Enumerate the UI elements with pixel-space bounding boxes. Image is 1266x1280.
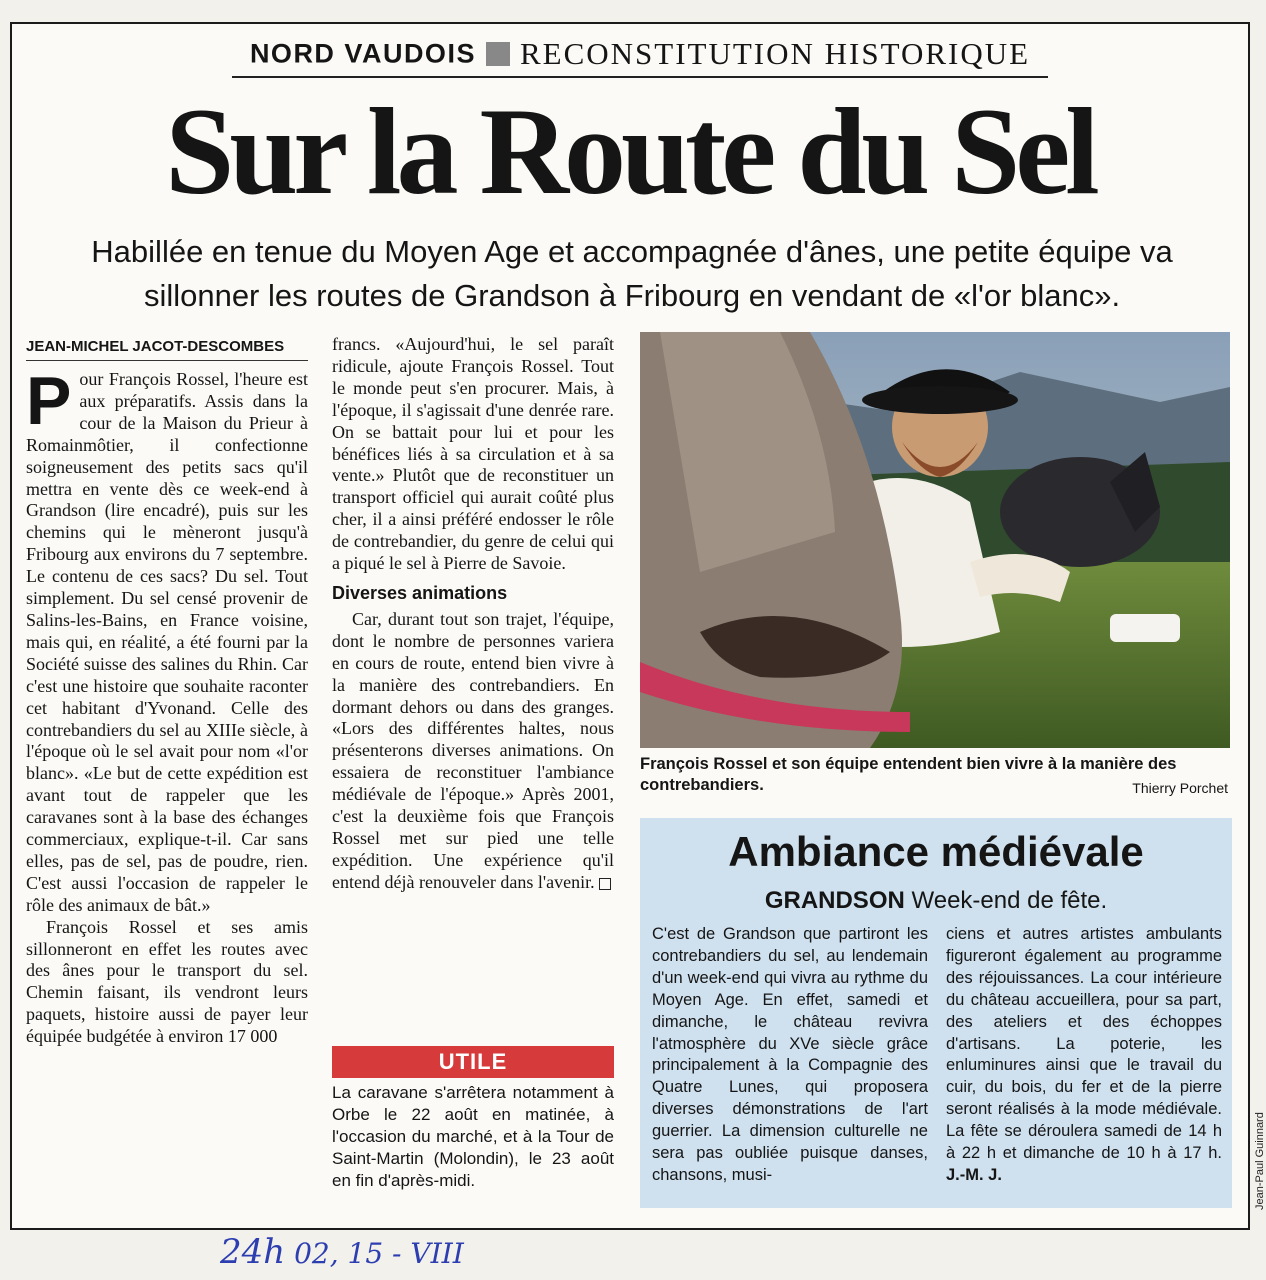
box-signature: J.-M. J. bbox=[946, 1165, 1002, 1184]
handwritten-note bbox=[220, 1232, 520, 1272]
kicker bbox=[232, 36, 1048, 78]
utile-text: La caravane s'arrêtera notamment à Orbe le 22 août en matinée, à l'occasion du marché, et à la Tour de Saint-Martin (Molondin), le 23 août en fin d'après-midi. bbox=[332, 1083, 614, 1190]
headline: Sur la Route du Sel bbox=[165, 83, 1095, 220]
photo-credit: Thierry Porchet bbox=[1132, 780, 1228, 796]
kicker-topic: RECONSTITUTION HISTORIQUE bbox=[519, 36, 1031, 71]
paragraph-1 bbox=[26, 363, 308, 917]
handwritten-publication: 24h bbox=[220, 1232, 286, 1272]
section-title: Diverses animations bbox=[332, 582, 508, 603]
kicker-separator bbox=[486, 42, 510, 66]
box-column-1: C'est de Grandson que partiront les contrebandiers du sel, au lendemain d'un week-end qui vivra au rythme du Moyen Age. En effet, samedi et dimanche, le château revivra l'atmosphère du XVe siècle grâce principalement à la Compagnie des Quatre Lunes, qui proposera diverses démonstrations de l'art guerrier. La dimension culturelle ne sera pas oubliée puisque danses, chansons, musi- bbox=[652, 925, 928, 1184]
photo-caption: François Rossel et son équipe entendent bien vivre à la manière des contrebandiers. bbox=[640, 755, 1177, 794]
subhead: Habillée en tenue du Moyen Age et accompagnée d'ânes, une petite équipe va sillonner les routes de Grandson à Fribourg en vendant de «l'or blanc». bbox=[91, 234, 1173, 313]
byline: JEAN-MICHEL JACOT-DESCOMBES bbox=[26, 334, 308, 361]
vertical-photo-credit: Jean-Paul Guinnard bbox=[1254, 1112, 1266, 1210]
box-title: Ambiance médiévale bbox=[728, 828, 1144, 875]
box-subtitle-text: Week-end de fête. bbox=[911, 887, 1108, 914]
sidebar-box bbox=[640, 818, 1232, 1208]
article-photo bbox=[640, 332, 1230, 748]
box-column-2-text: ciens et autres artistes ambulants figureront également au programme des réjouissances. La cour intérieure du château accueillera, pour sa part, des ateliers et des échoppes d'artisans. La poterie, les enluminures ainsi que le travail du cuir, du bois, du fer et de la pierre seront réalisés à la mode médiévale. La fête se déroulera samedi de 14 h à 22 h et dimanche de 10 h à 17 h. bbox=[946, 925, 1222, 1163]
box-column-2 bbox=[946, 924, 1222, 1187]
paragraph-1-text: our François Rossel, l'heure est aux préparatifs. Assis dans la cour de la Maison du Prieur à Romainmôtier, il confectionne soigneusement des petits sacs qu'il mettra en vente dès ce week-end à Grandson (lire encadré), puis sur les chemins qui le mèneront jusqu'à Fribourg aux environs du 7 septembre. Le contenu de ces sacs? Du sel. Tout simplement. Du sel censé provenir de Salins-les-Bains, en France voisine, mais qui, en réalité, a été fourni par la Société suisse des salines du Rhin. Car c'est une histoire que souhaite raconter cet habitant d'Yvonand. Celle des contrebandiers du sel au XIIIe siècle, à l'époque où le sel avait pour nom «l'or blanc». «Le but de cette expédition est avant tout de rappeler que les caravanes sont à la base des échanges commerciaux, explique-t-il. Car sans elles, pas de sel, pas de poudre, rien. C'est aussi l'occasion de rappeler le rôle des animaux de bât.» bbox=[26, 369, 308, 915]
kicker-region: NORD VAUDOIS bbox=[249, 38, 476, 69]
drop-cap: P bbox=[26, 363, 72, 439]
end-mark-icon bbox=[599, 878, 611, 890]
paragraph-4 bbox=[332, 609, 614, 894]
article-frame bbox=[10, 22, 1250, 1230]
handwritten-date: 02, 15 - VIII bbox=[294, 1237, 464, 1270]
paragraph-3: francs. «Aujourd'hui, le sel paraît ridicule, ajoute François Rossel. Tout le monde peut s'en procurer. Mais, à l'époque, il s'agissait d'une denrée rare. On se battait pour lui et pour les bénéfices liés à sa circulation et à sa vente.» Plutôt que de reconstituer un transport officiel qui aurait coûté plus cher, il a ainsi préféré endosser le rôle de contrebandier, du genre de celui qui a piqué le sel à Pierre de Savoie. bbox=[332, 334, 614, 574]
box-place: GRANDSON bbox=[764, 887, 905, 914]
article-column-2 bbox=[332, 334, 614, 894]
box-subtitle bbox=[640, 884, 1232, 918]
utile-label: UTILE bbox=[332, 1046, 614, 1078]
photo-illustration bbox=[640, 332, 1230, 748]
paragraph-2: François Rossel et ses amis sillonneront en effet les routes avec des ânes pour le transport du sel. Chemin faisant, ils vendront leurs paquets, histoire aussi de payer leur équipée budgétée à environ 17 000 bbox=[26, 916, 308, 1047]
paragraph-4-text: Car, durant tout son trajet, l'équipe, dont le nombre de personnes variera en cours de route, entend bien vivre à la manière des contrebandiers. En dormant dehors ou dans des granges. «Lors des différentes haltes, nous présenterons diverses animations. On essaiera de reconstituer l'ambiance médiévale de l'époque.» Après 2001, c'est la deuxième fois que François Rossel met sur pied une telle expédition. Une expérience qu'il entend déjà renouveler dans l'avenir. bbox=[332, 608, 614, 892]
article-column-1 bbox=[26, 363, 308, 1048]
